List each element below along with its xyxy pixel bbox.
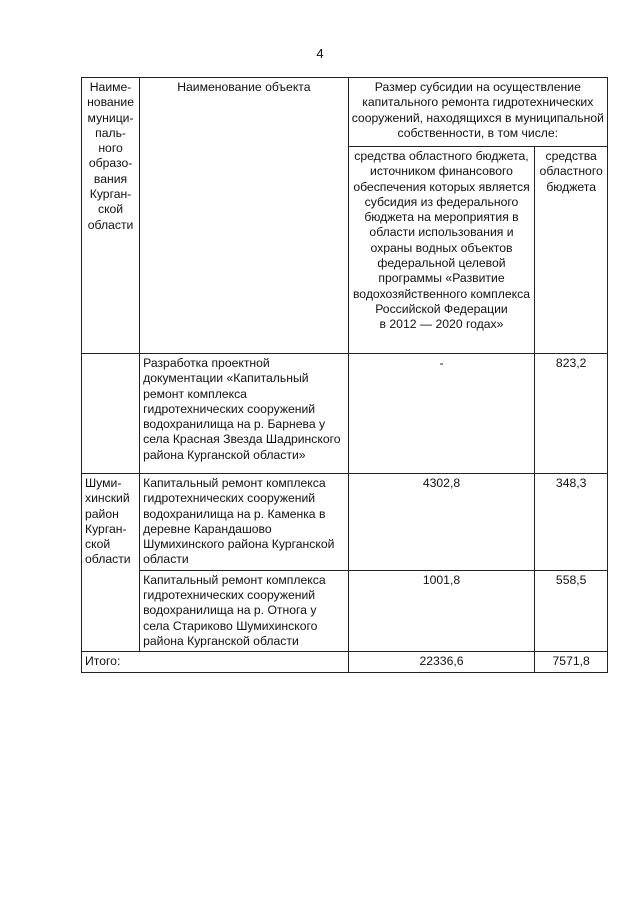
cell-federal: - xyxy=(348,354,535,474)
header-federal-funds: средства областного бюджета, источником финансового обеспечения которых является субсидия из федерального бюджета на мероприятия в области использования и охраны водных объектов федеральной целевой программы «Развитие водохозяйственного комплекса Российской Федерации в 2012 — 2020 годах» xyxy=(348,147,535,354)
total-federal: 22336,6 xyxy=(348,652,535,672)
cell-federal: 1001,8 xyxy=(348,570,535,651)
cell-regional: 348,3 xyxy=(535,474,608,571)
subsidy-table xyxy=(81,77,608,673)
page-number: 4 xyxy=(316,46,324,61)
cell-object: Капитальный ремонт комплекса гидротехнических сооружений водохранилища на р. Отнога у села Стариково Шумихинского района Курганской области xyxy=(140,570,349,651)
cell-regional: 558,5 xyxy=(535,570,608,651)
table-row xyxy=(82,474,608,571)
total-regional: 7571,8 xyxy=(535,652,608,672)
cell-municipality xyxy=(82,354,140,474)
table-row xyxy=(82,570,608,651)
table-header-row xyxy=(82,78,608,147)
cell-object: Разработка проектной документации «Капитальный ремонт комплекса гидротехнических сооружений водохранилища на р. Барнева у села Красная Звезда Шадринского района Курганской области» xyxy=(140,354,349,474)
cell-municipality: Шуми- хинский район Курган- ской области xyxy=(82,474,140,652)
table-total-row xyxy=(82,652,608,672)
header-regional-funds: средства областного бюджета xyxy=(535,147,608,354)
header-subsidy: Размер субсидии на осуществление капитального ремонта гидротехнических сооружений, находящихся в муниципальной собственности, в том числе: xyxy=(348,78,607,147)
cell-object: Капитальный ремонт комплекса гидротехнических сооружений водохранилища на р. Каменка в деревне Карандашово Шумихинского района Курганской области xyxy=(140,474,349,571)
cell-federal: 4302,8 xyxy=(348,474,535,571)
header-object: Наименование объекта xyxy=(140,78,349,354)
cell-regional: 823,2 xyxy=(535,354,608,474)
header-municipality: Наиме- нование муници- паль- ного образо- вания Курган- ской области xyxy=(82,78,140,354)
total-label: Итого: xyxy=(82,652,349,672)
table-row xyxy=(82,354,608,474)
